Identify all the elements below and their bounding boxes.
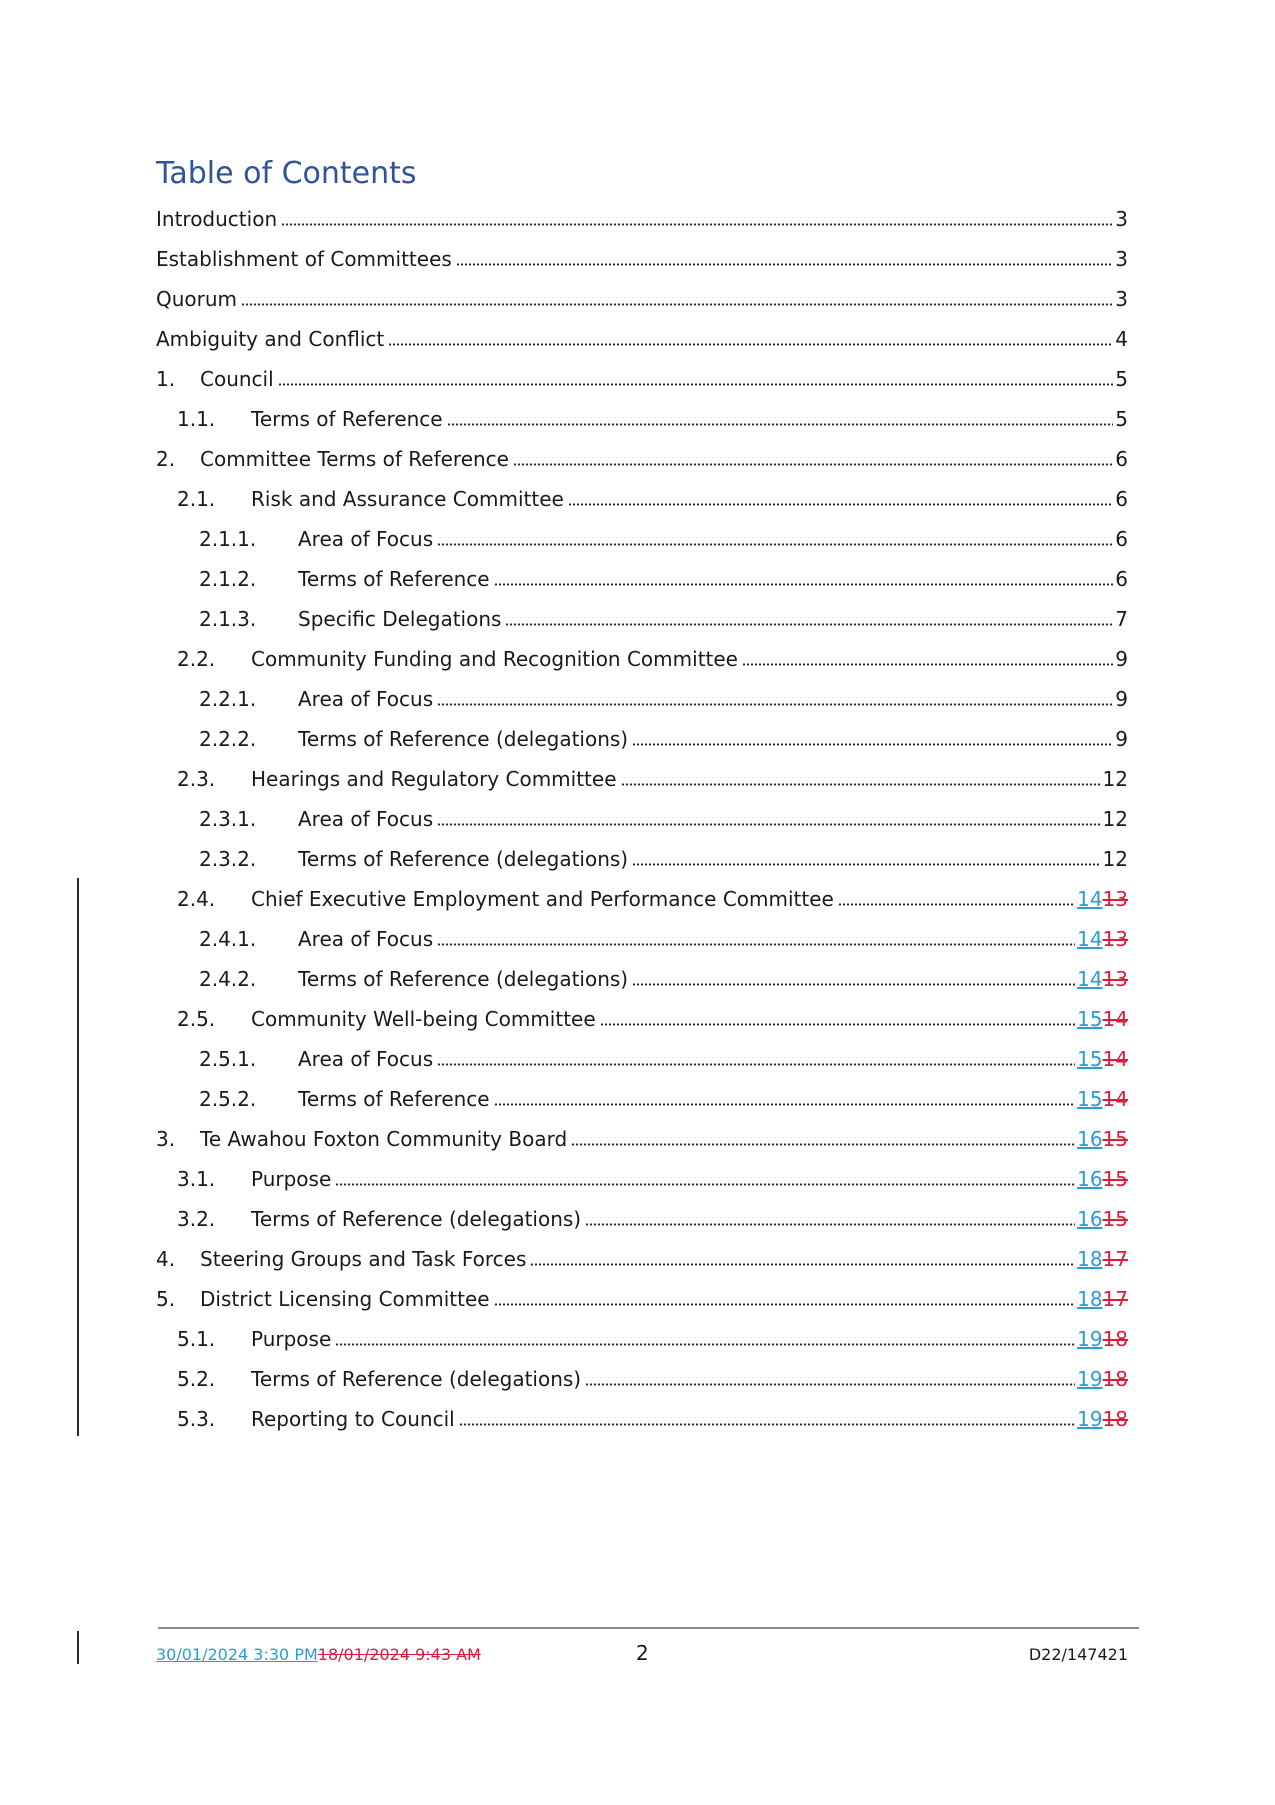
toc-entry-page: 3 [1115, 247, 1128, 271]
toc-entry[interactable] [199, 680, 1128, 712]
toc-entry[interactable] [177, 400, 1128, 432]
toc-entry-page: 12 [1102, 847, 1128, 871]
toc-entry-page: 12 [1102, 807, 1128, 831]
toc-entry[interactable] [177, 880, 1128, 912]
toc-entry-page: 6 [1115, 487, 1128, 511]
dot-leader [456, 263, 1113, 266]
dot-leader [632, 983, 1075, 986]
dot-leader [335, 1183, 1075, 1186]
toc-entry[interactable] [199, 920, 1128, 952]
toc-entry-label: Chief Executive Employment and Performance Committee [251, 887, 834, 911]
footer-date-inserted: 30/01/2024 3:30 PM [156, 1645, 318, 1664]
page-deleted: 14 [1102, 1087, 1128, 1111]
dot-leader [513, 463, 1113, 466]
dot-leader [621, 783, 1101, 786]
toc-entry[interactable] [199, 1040, 1128, 1072]
toc-entry-number: 5.2. [177, 1367, 216, 1391]
page-inserted: 19 [1077, 1327, 1103, 1351]
toc-entry-label: Terms of Reference (delegations) [298, 967, 629, 991]
toc-entry[interactable] [199, 840, 1128, 872]
page-deleted: 18 [1102, 1407, 1128, 1431]
toc-entry-page: 5 [1115, 407, 1128, 431]
page-inserted: 19 [1077, 1407, 1103, 1431]
dot-leader [568, 503, 1113, 506]
toc-entry-number: 2.2.2. [199, 727, 257, 751]
toc-entry-label: Reporting to Council [251, 1407, 455, 1431]
toc-entry-page: 5 [1115, 367, 1128, 391]
toc-entry-page [1077, 926, 1128, 952]
toc-entry-label: Te Awahou Foxton Community Board [200, 1127, 568, 1151]
toc-entry-number: 3.2. [177, 1207, 216, 1231]
toc-entry-page: 6 [1115, 527, 1128, 551]
toc-entry-page [1077, 1046, 1128, 1072]
dot-leader [335, 1343, 1075, 1346]
toc-entry-number: 2.5.1. [199, 1047, 257, 1071]
page-deleted: 15 [1102, 1167, 1128, 1191]
toc-entry[interactable] [156, 440, 1128, 472]
toc-entry-label: Terms of Reference [251, 407, 443, 431]
dot-leader [437, 703, 1113, 706]
footer-date-deleted: 18/01/2024 9:43 AM [317, 1645, 481, 1664]
toc-entry-label: Risk and Assurance Committee [251, 487, 564, 511]
dot-leader [437, 823, 1100, 826]
toc-entry-page: 12 [1102, 767, 1128, 791]
dot-leader [278, 383, 1114, 386]
page-inserted: 19 [1077, 1367, 1103, 1391]
dot-leader [388, 343, 1113, 346]
toc-entry-label: Hearings and Regulatory Committee [251, 767, 617, 791]
toc-entry[interactable] [156, 320, 1128, 352]
toc-entry-number: 1. [156, 367, 176, 391]
dot-leader [459, 1423, 1075, 1426]
toc-entry-label: Terms of Reference (delegations) [298, 727, 629, 751]
page-inserted: 14 [1077, 967, 1103, 991]
toc-entry-page [1077, 886, 1128, 912]
page-inserted: 16 [1077, 1207, 1103, 1231]
dot-leader [494, 583, 1114, 586]
toc-entry-page [1077, 1006, 1128, 1032]
toc-entry-label: Community Well-being Committee [251, 1007, 596, 1031]
toc-entry[interactable] [199, 520, 1128, 552]
toc-entry-page [1077, 1126, 1128, 1152]
toc-title: Table of Contents [156, 156, 417, 191]
dot-leader [281, 223, 1113, 226]
toc-entry[interactable] [177, 640, 1128, 672]
page-deleted: 18 [1102, 1367, 1128, 1391]
toc-entry[interactable] [177, 1200, 1128, 1232]
change-bar [77, 878, 79, 1436]
toc-entry-page [1077, 1246, 1128, 1272]
toc-entry-page: 6 [1115, 447, 1128, 471]
dot-leader [505, 623, 1113, 626]
toc-entry[interactable] [156, 200, 1128, 232]
toc-entry-number: 1.1. [177, 407, 216, 431]
dot-leader [742, 663, 1113, 666]
toc-entry-label: Area of Focus [298, 927, 434, 951]
dot-leader [447, 423, 1114, 426]
toc-entry-label: Terms of Reference (delegations) [251, 1207, 582, 1231]
dot-leader [530, 1263, 1075, 1266]
toc-entry[interactable] [177, 1320, 1128, 1352]
toc-entry-number: 5. [156, 1287, 176, 1311]
toc-entry-number: 2.4.2. [199, 967, 257, 991]
toc-entry[interactable] [177, 480, 1128, 512]
page-inserted: 15 [1077, 1087, 1103, 1111]
toc-entry-page: 6 [1115, 567, 1128, 591]
toc-entry-page [1077, 1326, 1128, 1352]
footer-doc-id: D22/147421 [1028, 1645, 1128, 1664]
toc-entry-number: 2.4.1. [199, 927, 257, 951]
toc-entry-page: 3 [1115, 287, 1128, 311]
toc-entry-number: 2.1.3. [199, 607, 257, 631]
page-deleted: 13 [1102, 967, 1128, 991]
toc-entry-number: 2.5. [177, 1007, 216, 1031]
toc-entry[interactable] [177, 1000, 1128, 1032]
page-inserted: 18 [1077, 1287, 1103, 1311]
page-deleted: 14 [1102, 1007, 1128, 1031]
page-deleted: 14 [1102, 1047, 1128, 1071]
toc-entry-number: 5.1. [177, 1327, 216, 1351]
toc-entry-number: 2.1. [177, 487, 216, 511]
toc-entry-page: 9 [1115, 687, 1128, 711]
toc-entry-label: Quorum [156, 287, 238, 311]
toc-entry[interactable] [177, 760, 1128, 792]
toc-entry-number: 3. [156, 1127, 176, 1151]
toc-entry-number: 2.5.2. [199, 1087, 257, 1111]
toc-entry-label: Specific Delegations [298, 607, 502, 631]
toc-entry-number: 3.1. [177, 1167, 216, 1191]
toc-entry[interactable] [156, 1120, 1128, 1152]
toc-entry-number: 2.3. [177, 767, 216, 791]
dot-leader [241, 303, 1113, 306]
toc-entry[interactable] [177, 1160, 1128, 1192]
page-inserted: 18 [1077, 1247, 1103, 1271]
toc-entry-label: Committee Terms of Reference [200, 447, 509, 471]
page-deleted: 13 [1102, 927, 1128, 951]
toc-entry[interactable] [177, 1360, 1128, 1392]
dot-leader [600, 1023, 1075, 1026]
toc-entry-page [1077, 966, 1128, 992]
page-deleted: 13 [1102, 887, 1128, 911]
dot-leader [437, 943, 1075, 946]
toc-entry[interactable] [156, 360, 1128, 392]
toc-entry[interactable] [199, 1080, 1128, 1112]
toc-entry[interactable] [199, 560, 1128, 592]
toc-entry-page: 7 [1115, 607, 1128, 631]
toc-entry-number: 5.3. [177, 1407, 216, 1431]
toc-entry-label: Steering Groups and Task Forces [200, 1247, 527, 1271]
toc-entry[interactable] [156, 280, 1128, 312]
dot-leader [437, 543, 1113, 546]
toc-entry[interactable] [199, 720, 1128, 752]
dot-leader [585, 1223, 1075, 1226]
toc-entry-number: 2.4. [177, 887, 216, 911]
dot-leader [585, 1383, 1075, 1386]
toc-entry-label: Establishment of Committees [156, 247, 452, 271]
toc-entry-number: 2.3.2. [199, 847, 257, 871]
page-deleted: 15 [1102, 1127, 1128, 1151]
toc-entry-label: Purpose [251, 1167, 332, 1191]
toc-entry[interactable] [156, 1240, 1128, 1272]
toc-entry-label: Ambiguity and Conflict [156, 327, 385, 351]
dot-leader [632, 743, 1113, 746]
toc-entry-number: 2.1.2. [199, 567, 257, 591]
page-inserted: 14 [1077, 887, 1103, 911]
toc-entry-label: Terms of Reference (delegations) [298, 847, 629, 871]
dot-leader [838, 903, 1075, 906]
toc-entry[interactable] [156, 1280, 1128, 1312]
toc-entry-page [1077, 1166, 1128, 1192]
dot-leader [494, 1103, 1075, 1106]
page-inserted: 15 [1077, 1007, 1103, 1031]
toc-entry-number: 4. [156, 1247, 176, 1271]
page-inserted: 16 [1077, 1127, 1103, 1151]
page-deleted: 18 [1102, 1327, 1128, 1351]
page-deleted: 15 [1102, 1207, 1128, 1231]
toc-entry-label: Terms of Reference [298, 567, 490, 591]
toc-entry-label: Area of Focus [298, 687, 434, 711]
toc-entry-number: 2. [156, 447, 176, 471]
footer-rule [158, 1627, 1139, 1629]
toc-entry-number: 2.2. [177, 647, 216, 671]
page-inserted: 15 [1077, 1047, 1103, 1071]
dot-leader [494, 1303, 1076, 1306]
toc-entry-number: 2.3.1. [199, 807, 257, 831]
toc-entry-page [1077, 1366, 1128, 1392]
toc-entry-label: District Licensing Committee [200, 1287, 490, 1311]
dot-leader [437, 1063, 1075, 1066]
toc-entry-label: Purpose [251, 1327, 332, 1351]
toc-entry-label: Area of Focus [298, 1047, 434, 1071]
footer-page-number: 2 [636, 1641, 649, 1665]
toc-entry[interactable] [156, 240, 1128, 272]
toc-entry[interactable] [199, 600, 1128, 632]
dot-leader [632, 863, 1100, 866]
toc-entry-page [1077, 1206, 1128, 1232]
toc-entry-label: Area of Focus [298, 527, 434, 551]
toc-entry-page [1077, 1406, 1128, 1432]
toc-entry[interactable] [177, 1400, 1128, 1432]
toc-entry-page [1077, 1086, 1128, 1112]
toc-entry-label: Terms of Reference [298, 1087, 490, 1111]
toc-entry-label: Community Funding and Recognition Committee [251, 647, 738, 671]
toc-entry-page: 4 [1115, 327, 1128, 351]
toc-entry-label: Council [200, 367, 274, 391]
dot-leader [571, 1143, 1075, 1146]
footer-date [156, 1645, 481, 1664]
toc-entry-label: Area of Focus [298, 807, 434, 831]
toc-entry-number: 2.2.1. [199, 687, 257, 711]
page-inserted: 14 [1077, 927, 1103, 951]
toc-entry-label: Introduction [156, 207, 278, 231]
toc-entry[interactable] [199, 960, 1128, 992]
page-deleted: 17 [1102, 1287, 1128, 1311]
page-inserted: 16 [1077, 1167, 1103, 1191]
toc-entry-label: Terms of Reference (delegations) [251, 1367, 582, 1391]
toc-entry-page [1077, 1286, 1128, 1312]
page-deleted: 17 [1102, 1247, 1128, 1271]
toc-entry-page: 3 [1115, 207, 1128, 231]
toc-entry-page: 9 [1115, 727, 1128, 751]
change-bar [77, 1631, 79, 1664]
toc-entry-page: 9 [1115, 647, 1128, 671]
toc-entry-number: 2.1.1. [199, 527, 257, 551]
toc-entry[interactable] [199, 800, 1128, 832]
